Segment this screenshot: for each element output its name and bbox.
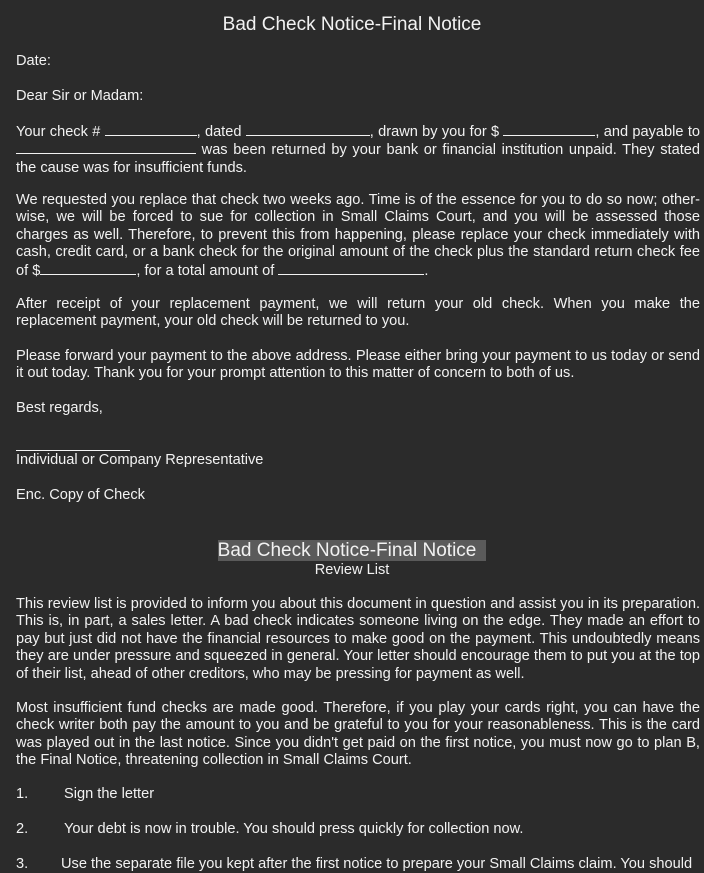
list-item-text: Your debt is now in trouble. You should press quickly for collection now.: [64, 821, 524, 837]
list-item: [16, 786, 700, 803]
dated-label: , dated: [196, 124, 242, 140]
amount-label: , drawn by you for $: [369, 124, 500, 140]
paragraph-request: [16, 192, 700, 280]
payee-blank: [16, 141, 196, 154]
amount-blank: [503, 123, 595, 136]
page-title: Bad Check Notice-Final Notice: [222, 14, 482, 35]
review-subtitle: Review List: [314, 562, 390, 578]
total-blank: [278, 262, 424, 275]
enclosure: Enc. Copy of Check: [16, 487, 145, 503]
salutation: Dear Sir or Madam:: [16, 88, 144, 104]
list-item-number: 1.: [16, 786, 29, 802]
list-item: [16, 856, 700, 873]
list-item-text: Sign the letter: [64, 786, 155, 802]
check-number-blank: [105, 123, 197, 136]
paragraph-receipt: After receipt of your replacement payment, we will return your old check. When you make the replacement payment, your old check will be returned to you.: [16, 296, 700, 330]
payable-label: , and payable to: [595, 124, 700, 140]
review-title: Bad Check Notice-Final Notice: [218, 540, 487, 561]
signature-label: Individual or Company Representative: [16, 452, 264, 468]
period: .: [424, 262, 429, 279]
list-item-number: 2.: [16, 821, 29, 837]
list-item-number: 3.: [16, 856, 29, 872]
total-label: , for a total amount of: [136, 262, 275, 279]
returned-text: was been returned by your bank or financial institution unpaid. They stated the cause was for insufficient funds.: [16, 142, 700, 176]
closing: Best regards,: [16, 400, 103, 416]
fee-blank: [40, 262, 136, 275]
request-text: We requested you replace that check two weeks ago. Time is of the essence for you to do so now; other-wise, we will be forced to sue for collection in Small Claims Court, and you will be assessed those charges as well. Therefore, to prevent this from happening, please replace your check immediately with cash, credit card, or a bank check for the original amount of the check plus the standard return check fee of $: [16, 192, 700, 279]
date-blank: [246, 123, 370, 136]
paragraph-check-details: [16, 123, 700, 177]
review-paragraph-2: Most insufficient fund checks are made good. Therefore, if you play your cards right, you can have the check writer both pay the amount to you and be grateful to you for your reasonableness. This is the card was played out in the last notice. Since you didn't get paid on the first notice, you must now go to plan B, the Final Notice, threatening collection in Small Claims Court.: [16, 700, 700, 769]
list-item-text: Use the separate file you kept after the first notice to prepare your Small Claims claim. You should: [61, 856, 693, 872]
review-paragraph-1: This review list is provided to inform you about this document in question and assist you in its preparation. This is, in part, a sales letter. A bad check indicates someone living on the edge. They made an effort to pay but just did not have the financial resources to make good on the payment. This undoubtedly means they are under pressure and squeezed in general. Your letter should encourage them to put you at the top of their list, ahead of other creditors, who may be pressing for payment as well.: [16, 596, 700, 682]
paragraph-forward: Please forward your payment to the above address. Please either bring your payment to us today or send it out today. Thank you for your prompt attention to this matter of concern to both of us.: [16, 348, 700, 382]
review-title-wrapper: [0, 540, 704, 562]
check-number-label: Your check #: [16, 124, 101, 140]
list-item: [16, 821, 700, 838]
date-label: Date:: [16, 53, 51, 69]
